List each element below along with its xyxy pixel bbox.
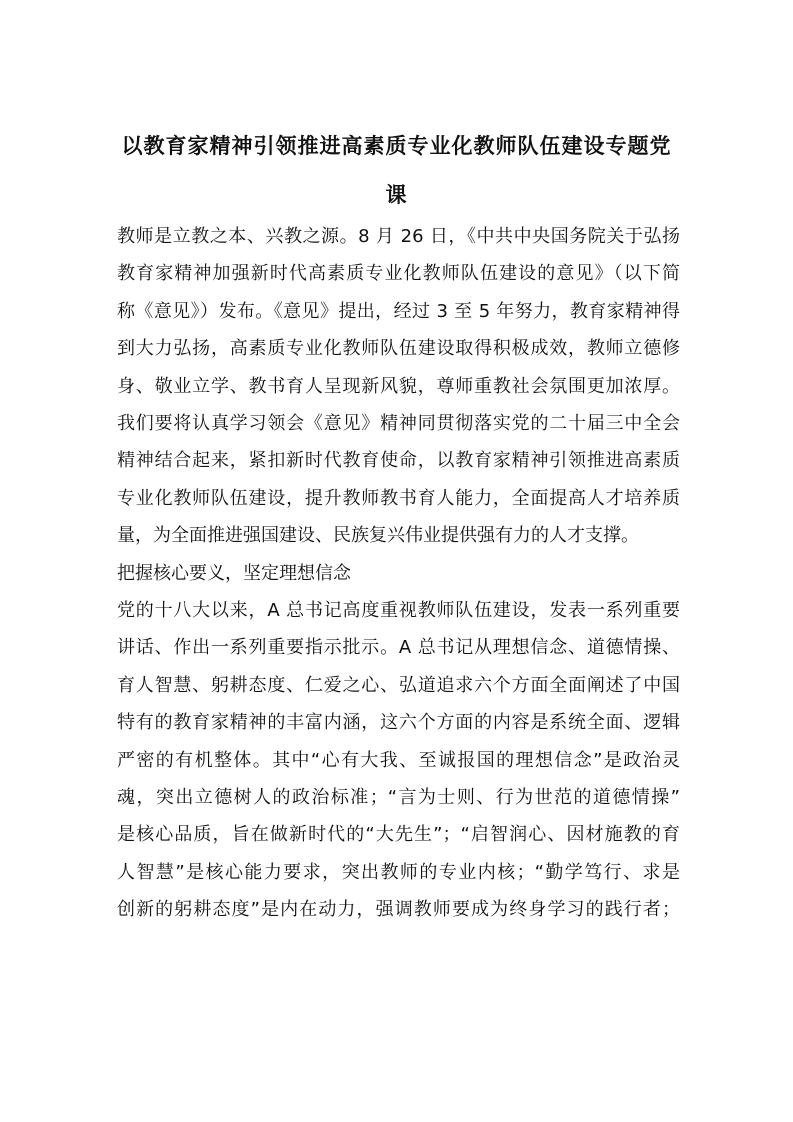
body-text-line: 魂，突出立德树人的政治标准；“言为士则、行为世范的道德情操” (117, 787, 680, 808)
body-text-line: 特有的教育家精神的丰富内涵，这六个方面的内容是系统全面、逻辑 (117, 712, 680, 734)
body-text-line: 我们要将认真学习领会《意见》精神同贯彻落实党的二十届三中全会 (117, 413, 680, 434)
body-text-line: 严密的有机整体。其中“心有大我、至诚报国的理想信念”是政治灵 (117, 749, 680, 771)
body-text-line: 精神结合起来，紧扣新时代教育使命，以教育家精神引领推进高素质 (117, 450, 680, 472)
body-text-line: 教育家精神加强新时代高素质专业化教师队伍建设的意见》（以下简 (117, 263, 680, 285)
body-text-line: 教师是立教之本、兴教之源。8 月 26 日，《中共中央国务院关于弘扬 (117, 226, 680, 247)
document-title-line-2: 课 (385, 183, 408, 207)
body-text-line: 量，为全面推进强国建设、民族复兴伟业提供强有力的人才支撑。 (117, 525, 639, 547)
document-title-line-1: 以教育家精神引领推进高素质专业化教师队伍建设专题党 (121, 134, 672, 158)
body-text-line: 育人智慧、躬耕态度、仁爱之心、弘道追求六个方面全面阐述了中国 (117, 674, 680, 696)
body-text-line: 专业化教师队伍建设，提升教师教书育人能力，全面提高人才培养质 (117, 487, 680, 509)
body-text-line: 是核心品质，旨在做新时代的“大先生”；“启智润心、因材施教的育 (117, 824, 680, 846)
body-text-line: 到大力弘扬，高素质专业化教师队伍建设取得积极成效，教师立德修 (117, 338, 680, 360)
body-text-line: 称《意见》）发布。《意见》提出，经过 3 至 5 年努力，教育家精神得 (117, 300, 680, 322)
body-text-line: 讲话、作出一系列重要指示批示。A 总书记从理想信念、道德情操、 (117, 637, 680, 659)
body-text-line: 身、敬业立学、教书育人呈现新风貌，尊师重教社会氛围更加浓厚。 (117, 375, 680, 397)
body-text-line: 党的十八大以来，A 总书记高度重视教师队伍建设，发表一系列重要 (117, 600, 680, 621)
body-text-line: 人智慧”是核心能力要求，突出教师的专业内核；“勤学笃行、求是 (117, 861, 680, 883)
section-heading: 把握核心要义，坚定理想信念 (117, 562, 351, 584)
body-text-line: 创新的躬耕态度”是内在动力，强调教师要成为终身学习的践行者； (117, 899, 680, 921)
